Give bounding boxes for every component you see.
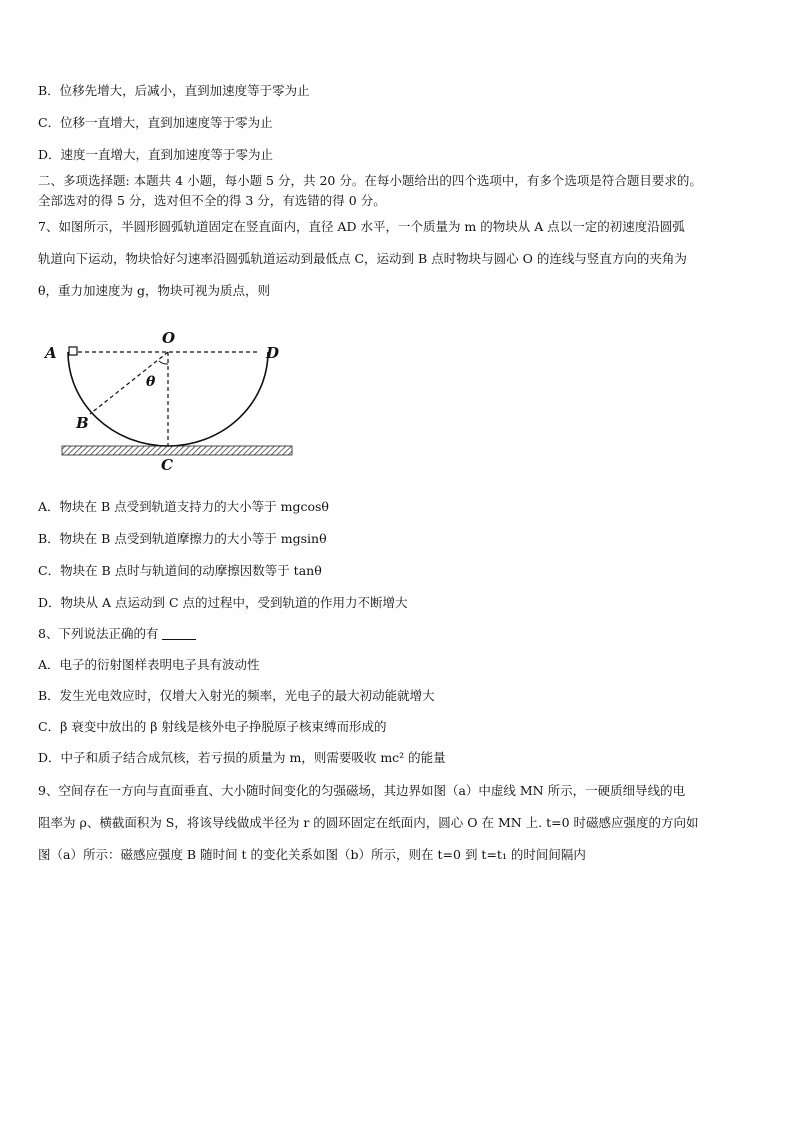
section2-header-line2: 全部选对的得 5 分，选对但不全的得 3 分，有选错的得 0 分。 [38, 193, 386, 208]
theta-arc [159, 361, 168, 364]
label-d: D [266, 344, 280, 362]
q8-option-c: C．β 衰变中放出的 β 射线是核外电子挣脱原子核束缚而形成的 [38, 719, 387, 734]
q7-option-c: C．物块在 B 点时与轨道间的动摩擦因数等于 tanθ [38, 563, 322, 578]
q9-stem-line2: 阻率为 ρ、横截面积为 S，将该导线做成半径为 r 的圆环固定在纸面内，圆心 O 在 MN 上. t=0 时磁感应强度的方向如 [38, 815, 699, 830]
q7-stem-line1: 7、如图所示，半圆形圆弧轨道固定在竖直面内，直径 AD 水平，一个质量为 m 的物块从 A 点以一定的初速度沿圆弧 [38, 219, 685, 234]
q9-stem-line3: 图（a）所示：磁感应强度 B 随时间 t 的变化关系如图（b）所示，则在 t=0 到 t=t₁ 的时间间隔内 [38, 847, 586, 862]
block-square [69, 347, 77, 355]
q8-stem [38, 625, 760, 643]
label-a: A [45, 344, 57, 362]
q9-stem-line1: 9、空间存在一方向与直面垂直、大小随时间变化的匀强磁场，其边界如图（a）中虚线 MN 所示，一硬质细导线的电 [38, 783, 686, 798]
q7-option-a: A．物块在 B 点受到轨道支持力的大小等于 mgcosθ [38, 499, 329, 514]
radius-ob [90, 352, 168, 414]
ground-hatch [62, 446, 292, 455]
label-theta: θ [146, 374, 156, 390]
q7-option-b: B．物块在 B 点受到轨道摩擦力的大小等于 mgsinθ [38, 531, 327, 546]
q6-option-d: D．速度一直增大，直到加速度等于零为止 [38, 147, 274, 162]
q7-stem-line3: θ，重力加速度为 g，物块可视为质点，则 [38, 283, 271, 298]
q6-option-b: B．位移先增大，后减小，直到加速度等于零为止 [38, 83, 310, 98]
label-o: O [162, 329, 176, 347]
q8-option-b: B．发生光电效应时，仅增大入射光的频率，光电子的最大初动能就增大 [38, 688, 435, 703]
label-b: B [76, 414, 89, 432]
q8-option-d: D．中子和质子结合成氘核，若亏损的质量为 m，则需要吸收 mc² 的能量 [38, 750, 446, 765]
label-c: C [161, 456, 173, 474]
q7-semicircle-diagram [40, 318, 300, 478]
q6-option-c: C．位移一直增大，直到加速度等于零为止 [38, 115, 273, 130]
section2-header-line1: 二、多项选择题: 本题共 4 小题，每小题 5 分，共 20 分。在每小题给出的四个选项中，有多个选项是符合题目要求的。 [38, 173, 702, 188]
q7-option-d: D．物块从 A 点运动到 C 点的过程中，受到轨道的作用力不断增大 [38, 595, 408, 610]
q8-stem-text: 8、下列说法正确的有 [38, 626, 159, 641]
q8-option-a: A．电子的衍射图样表明电子具有波动性 [38, 657, 260, 672]
q8-answer-blank [162, 627, 196, 640]
q7-stem-line2: 轨道向下运动，物块恰好匀速率沿圆弧轨道运动到最低点 C，运动到 B 点时物块与圆心 O 的连线与竖直方向的夹角为 [38, 251, 687, 266]
